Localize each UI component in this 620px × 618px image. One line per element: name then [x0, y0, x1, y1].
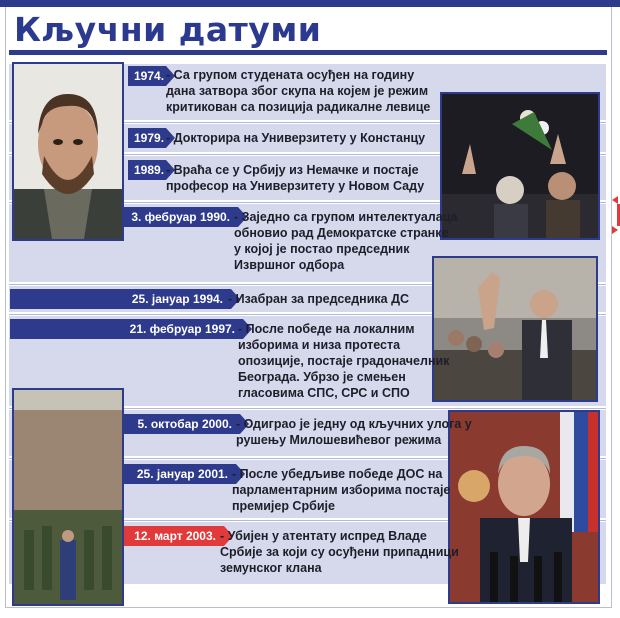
event-text: - Враћа се у Србију из Немачке и постаје професор на Универзитету у Новом Саду: [166, 163, 425, 193]
date-tag: 21. фебруар 1997.: [10, 319, 243, 339]
top-rule: [0, 0, 620, 7]
event-text: - После победе на локалним изборима и низа протеста опозиције, постаје градоначелник Београда. Убрзо је смењен гласовима СПС, СРС и СПО: [238, 322, 450, 400]
date-tag: 1979.: [128, 128, 166, 148]
event-text: - Са групом студената осуђен на годину дана затвора због скупа на којем је режим критикован са позиција радикалне левице: [166, 68, 431, 114]
date-tag: 1974.: [128, 66, 166, 86]
waving-rally-photo: [432, 256, 598, 402]
event-text: - Убијен у атентату испред Владе Србије за који су осуђени припадници земунског клана: [220, 529, 459, 575]
date-tag: 5. октобар 2000.: [124, 414, 240, 434]
event-text: - Одиграо је једну од кључних улога у рушењу Милошевићевог режима: [236, 417, 472, 447]
event-text: - После убедљиве победе ДОС на парламентарним изборима постаје премијер Србије: [232, 467, 451, 513]
mass-crowd-photo: [12, 388, 124, 606]
event-text: - Заједно са групом интелектуалаца обновио рад Демократске странке у којој је постао председник Извршног одбора: [234, 210, 458, 272]
date-tag: 1989.: [128, 160, 166, 180]
title-rule: [9, 50, 607, 55]
page-title: Кључни датуми: [14, 10, 322, 49]
event-text: - Докторира на Универзитету у Констанцу: [166, 131, 426, 145]
flowers-crowd-photo: [440, 92, 600, 240]
date-tag: 25. јануар 1994.: [10, 289, 231, 309]
event-text: - Изабран за председника ДС: [228, 292, 410, 306]
date-tag: 25. јануар 2001.: [124, 464, 236, 484]
portrait-young-photo: [12, 62, 124, 241]
red-marker-icon: [610, 196, 620, 236]
date-tag: 3. фебруар 1990.: [124, 207, 238, 227]
date-tag-highlight: 12. март 2003.: [124, 526, 224, 546]
